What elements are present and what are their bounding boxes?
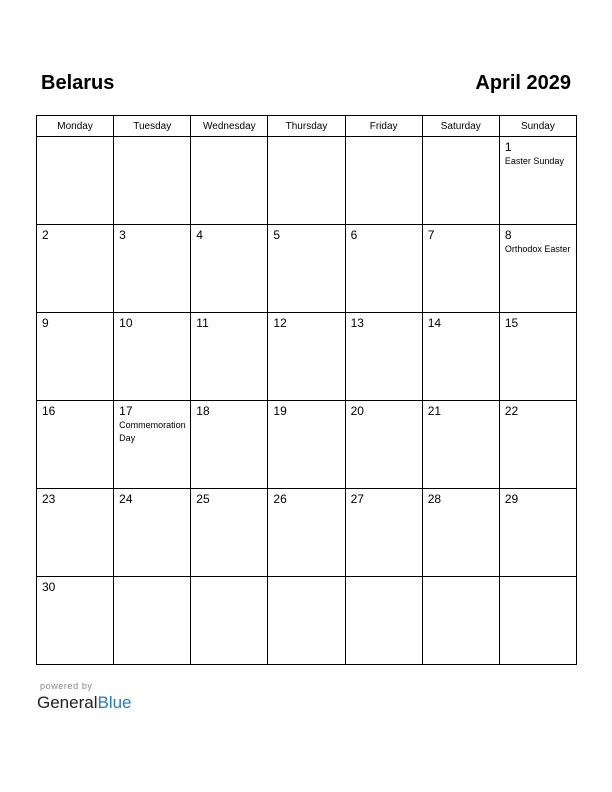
empty-day-cell [422, 577, 499, 665]
day-number: 1 [504, 140, 512, 154]
day-number: 19 [273, 404, 287, 418]
empty-day-cell [191, 137, 268, 225]
day-number: 20 [350, 404, 364, 418]
day-number: 12 [273, 316, 287, 330]
weekday-header: Monday [37, 116, 114, 137]
day-number: 24 [119, 492, 133, 506]
day-cell [499, 313, 576, 401]
day-cell [422, 489, 499, 577]
day-cell [422, 401, 499, 489]
week-row [37, 401, 577, 489]
day-cell [37, 489, 114, 577]
week-row [37, 489, 577, 577]
day-number: 4 [196, 228, 203, 242]
day-cell [191, 401, 268, 489]
day-number: 17 [119, 404, 133, 418]
weekday-header: Tuesday [114, 116, 191, 137]
empty-day-cell [345, 137, 422, 225]
day-cell [268, 225, 345, 313]
empty-day-cell [268, 577, 345, 665]
day-number: 30 [42, 580, 56, 594]
day-cell [37, 401, 114, 489]
empty-day-cell [499, 577, 576, 665]
calendar-grid [36, 115, 577, 665]
day-cell [268, 489, 345, 577]
day-cell [114, 225, 191, 313]
day-number: 25 [196, 492, 210, 506]
day-number: 22 [504, 404, 519, 418]
day-number: 28 [427, 492, 442, 506]
day-cell [114, 489, 191, 577]
weekday-header: Friday [345, 116, 422, 137]
day-cell [268, 401, 345, 489]
day-number: 23 [42, 492, 56, 506]
empty-day-cell [268, 137, 345, 225]
day-number: 16 [42, 404, 56, 418]
day-cell [37, 577, 114, 665]
holiday-label: Commemoration Day [119, 420, 186, 443]
empty-day-cell [114, 577, 191, 665]
day-cell [37, 225, 114, 313]
day-cell [114, 401, 191, 489]
calendar-body [37, 137, 577, 665]
day-cell [499, 489, 576, 577]
week-row [37, 225, 577, 313]
brand-general-text: General [37, 693, 98, 712]
weekday-header-row [37, 116, 577, 137]
day-cell [268, 313, 345, 401]
day-number: 18 [196, 404, 210, 418]
day-number: 5 [273, 228, 281, 242]
holiday-label: Easter Sunday [504, 156, 564, 166]
day-cell [37, 313, 114, 401]
day-cell [422, 225, 499, 313]
day-number: 14 [427, 316, 442, 330]
country-title: Belarus [41, 72, 115, 94]
powered-by-text: powered by [40, 681, 93, 691]
month-title: April 2029 [475, 72, 571, 94]
day-cell [345, 225, 422, 313]
week-row [37, 313, 577, 401]
day-cell [191, 313, 268, 401]
week-row [37, 577, 577, 665]
day-cell [345, 489, 422, 577]
day-number: 6 [350, 228, 358, 242]
day-cell [345, 313, 422, 401]
brand-logo [37, 693, 132, 713]
day-number: 15 [504, 316, 519, 330]
day-number: 10 [119, 316, 133, 330]
day-number: 21 [427, 404, 442, 418]
day-cell [191, 489, 268, 577]
day-number: 26 [273, 492, 287, 506]
holiday-label: Orthodox Easter [504, 244, 571, 254]
empty-day-cell [37, 137, 114, 225]
day-cell [422, 313, 499, 401]
day-cell [499, 401, 576, 489]
day-cell [499, 137, 576, 225]
day-number: 3 [119, 228, 126, 242]
day-cell [191, 225, 268, 313]
day-number: 9 [42, 316, 49, 330]
empty-day-cell [345, 577, 422, 665]
weekday-header: Thursday [268, 116, 345, 137]
day-number: 2 [42, 228, 49, 242]
weekday-header: Sunday [499, 116, 576, 137]
day-number: 11 [196, 316, 209, 330]
footer-branding [37, 681, 132, 713]
day-cell [114, 313, 191, 401]
empty-day-cell [114, 137, 191, 225]
weekday-header: Wednesday [191, 116, 268, 137]
empty-day-cell [191, 577, 268, 665]
day-number: 29 [504, 492, 519, 506]
empty-day-cell [422, 137, 499, 225]
weekday-header: Saturday [422, 116, 499, 137]
day-number: 27 [350, 492, 364, 506]
day-number: 7 [427, 228, 435, 242]
day-cell [345, 401, 422, 489]
day-number: 13 [350, 316, 364, 330]
week-row [37, 137, 577, 225]
day-number: 8 [504, 228, 512, 242]
day-cell [499, 225, 576, 313]
brand-blue-text: Blue [97, 693, 132, 712]
